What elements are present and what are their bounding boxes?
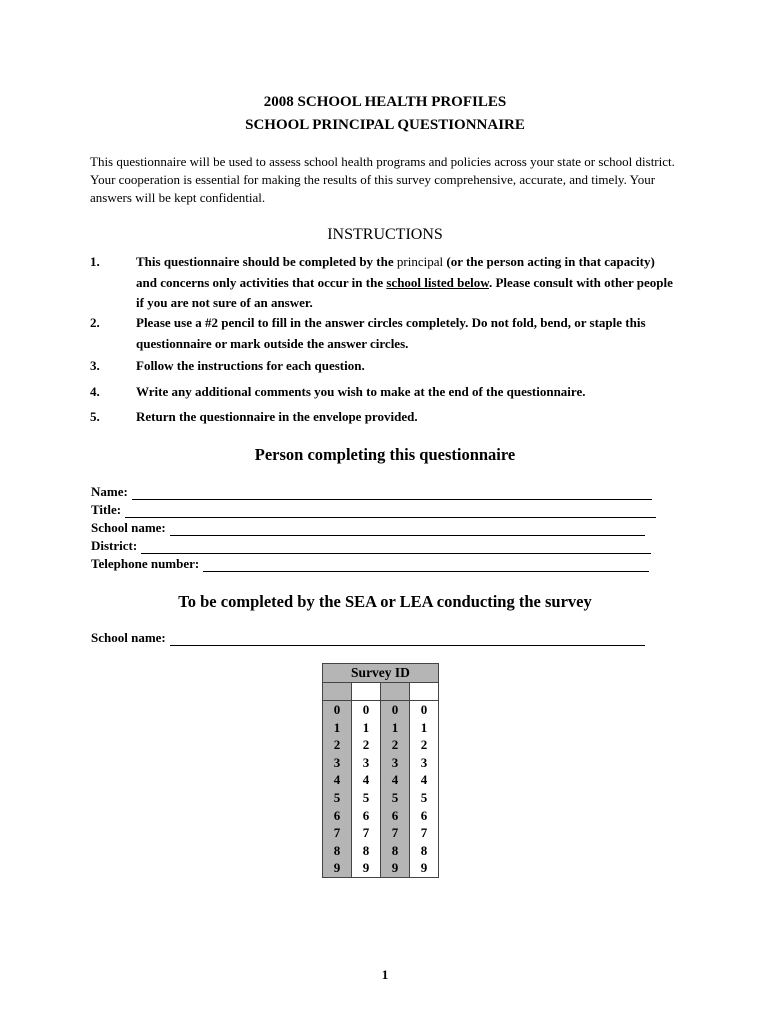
district-label: District: xyxy=(91,538,138,553)
title-field[interactable] xyxy=(91,501,656,518)
intro-paragraph: This questionnaire will be used to assess school health programs and policies across your state or school district. Your cooperation is essential for making the results of this survey comprehensive, accurate, and timely. Your answers will be kept confidential. xyxy=(90,154,675,205)
instruction-text: Please use a #2 pencil to fill in the answer circles completely. Do not fold, bend, or staple this questionnaire or mark outside the answer circles. xyxy=(136,315,646,351)
instructions-heading: INSTRUCTIONS xyxy=(327,226,443,243)
instruction-text: Write any additional comments you wish to make at the end of the questionnaire. xyxy=(136,384,586,399)
survey-id-column-2: 0 1 2 3 4 5 6 7 8 9 xyxy=(352,701,381,878)
title-input-line[interactable] xyxy=(125,506,656,518)
name-field[interactable] xyxy=(91,483,652,500)
survey-id-column-4: 0 1 2 3 4 5 6 7 8 9 xyxy=(410,701,439,878)
instruction-number: 2. xyxy=(90,315,100,330)
name-label: Name: xyxy=(91,484,128,499)
district-field[interactable] xyxy=(91,537,651,554)
instruction-number: 5. xyxy=(90,409,100,424)
sea-school-name-field[interactable] xyxy=(91,629,645,646)
survey-id-grid xyxy=(322,663,439,878)
instruction-text: Follow the instructions for each question. xyxy=(136,358,365,373)
school-name-input-line[interactable] xyxy=(170,524,645,536)
district-input-line[interactable] xyxy=(141,542,651,554)
person-section-heading: Person completing this questionnaire xyxy=(254,445,516,464)
telephone-label: Telephone number: xyxy=(91,556,200,571)
survey-id-box-1[interactable] xyxy=(323,683,352,701)
survey-id-box-3[interactable] xyxy=(381,683,410,701)
school-name-field[interactable] xyxy=(91,519,645,536)
document-title-line2: SCHOOL PRINCIPAL QUESTIONNAIRE xyxy=(245,117,525,133)
survey-id-box-4[interactable] xyxy=(410,683,439,701)
title-label: Title: xyxy=(91,502,122,517)
instruction-number: 1. xyxy=(90,254,100,269)
document-title-line1: 2008 SCHOOL HEALTH PROFILES xyxy=(263,94,507,110)
survey-id-header: Survey ID xyxy=(323,664,439,683)
page-number: 1 xyxy=(381,967,389,982)
school-name-label: School name: xyxy=(91,520,166,535)
survey-id-box-2[interactable] xyxy=(352,683,381,701)
sea-school-name-label: School name: xyxy=(91,630,166,645)
instruction-text: Return the questionnaire in the envelope provided. xyxy=(136,409,418,424)
instruction-text: This questionnaire should be completed by the principal (or the person acting in that capacity) and concerns only activities that occur in the school listed below. Please consult with other people if you are not sure of an answer. xyxy=(136,254,673,310)
survey-id-column-1: 0 1 2 3 4 5 6 7 8 9 xyxy=(323,701,352,878)
telephone-input-line[interactable] xyxy=(203,560,649,572)
instruction-number: 3. xyxy=(90,358,100,373)
name-input-line[interactable] xyxy=(132,488,652,500)
telephone-field[interactable] xyxy=(91,555,649,572)
instruction-number: 4. xyxy=(90,384,100,399)
sea-section-heading: To be completed by the SEA or LEA conducting the survey xyxy=(178,592,592,611)
sea-school-name-input-line[interactable] xyxy=(170,634,645,646)
survey-id-column-3: 0 1 2 3 4 5 6 7 8 9 xyxy=(381,701,410,878)
